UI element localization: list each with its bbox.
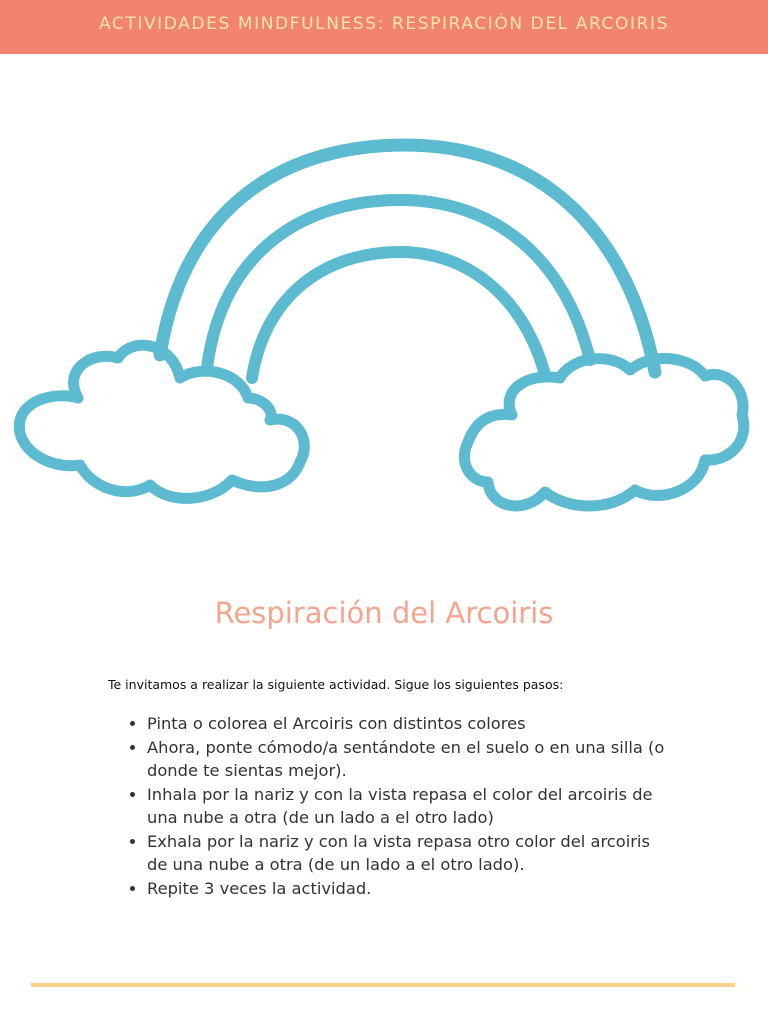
step-item: • Repite 3 veces la actividad. — [147, 877, 673, 901]
right-cloud-outline — [464, 359, 743, 506]
rainbow-illustration — [0, 100, 768, 560]
footer-divider — [31, 983, 735, 987]
intro-text: Te invitamos a realizar la siguiente actividad. Sigue los siguientes pasos: — [108, 677, 564, 692]
step-item: • Inhala por la nariz y con la vista repasa el color del arcoiris de una nube a otra (de un lado a el otro lado) — [147, 783, 673, 830]
header-title: ACTIVIDADES MINDFULNESS: RESPIRACIÓN DEL ARCOIRIS — [98, 14, 670, 34]
steps-list — [128, 712, 673, 900]
step-item: • Pinta o colorea el Arcoiris con distintos colores — [147, 712, 673, 736]
step-item: • Ahora, ponte cómodo/a sentándote en el suelo o en una silla (o donde te sientas mejor). — [147, 736, 673, 783]
activity-title: Respiración del Arcoiris — [214, 596, 554, 630]
step-item: • Exhala por la nariz y con la vista repasa otro color del arcoiris de una nube a otra (de un lado a el otro lado). — [147, 830, 673, 877]
left-cloud-outline — [19, 345, 304, 498]
rainbow-inner-arc — [252, 252, 545, 378]
header-bar — [0, 0, 768, 54]
